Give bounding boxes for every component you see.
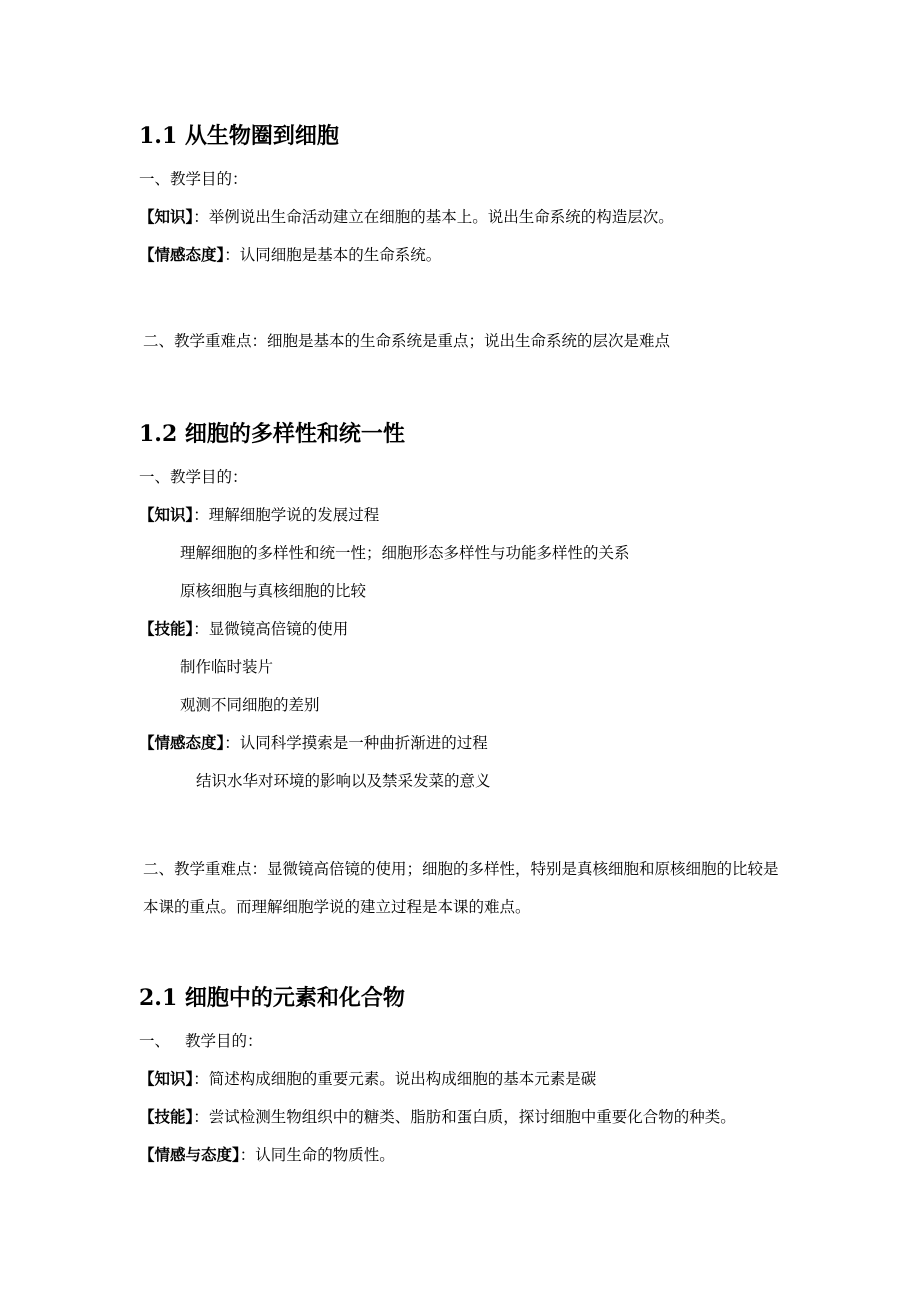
section-1-1-knowledge xyxy=(139,206,674,228)
goals-number: 一、 xyxy=(139,1032,171,1050)
skill-text: ：尝试检测生物组织中的糖类、脂肪和蛋白质，探讨细胞中重要化合物的种类。 xyxy=(193,1108,736,1126)
knowledge-tag: 【知识】 xyxy=(139,1069,194,1088)
section-1-2-skill xyxy=(139,618,348,640)
section-1-2-keypoints xyxy=(139,850,789,926)
section-1-2-skill-line3: 观测不同细胞的差别 xyxy=(180,696,320,714)
section-2-1-knowledge xyxy=(139,1068,596,1090)
knowledge-text: ：简述构成细胞的重要元素。说出构成细胞的基本元素是碳 xyxy=(193,1070,597,1088)
emotion-tag: 【情感与态度】 xyxy=(139,1145,240,1164)
knowledge-text: ：举例说出生命活动建立在细胞的基本上。说出生命系统的构造层次。 xyxy=(193,208,674,226)
skill-tag: 【技能】 xyxy=(139,619,194,638)
section-1-1-goals-title: 一、教学目的： xyxy=(139,170,248,188)
knowledge-text: ：理解细胞学说的发展过程 xyxy=(193,506,380,524)
skill-tag: 【技能】 xyxy=(139,1107,194,1126)
section-2-1-skill xyxy=(139,1106,736,1128)
section-1-2-knowledge-line3: 原核细胞与真核细胞的比较 xyxy=(180,582,367,600)
section-1-2-emotion xyxy=(139,732,488,754)
section-1-2-skill-line2: 制作临时装片 xyxy=(180,658,274,676)
skill-text: ：显微镜高倍镜的使用 xyxy=(193,620,349,638)
section-2-1-heading: 2.1 细胞中的元素和化合物 xyxy=(139,985,405,1011)
section-1-1-keypoints: 二、教学重难点：细胞是基本的生命系统是重点；说出生命系统的层次是难点 xyxy=(143,332,671,350)
section-1-1-emotion xyxy=(139,244,441,266)
section-1-2-emotion-line2: 结识水华对环境的影响以及禁采发菜的意义 xyxy=(196,772,491,790)
section-1-2-goals-title: 一、教学目的： xyxy=(139,468,248,486)
goals-label: 教学目的： xyxy=(185,1032,263,1050)
emotion-tag: 【情感态度】 xyxy=(139,733,225,752)
section-1-1-heading: 1.1 从生物圈到细胞 xyxy=(139,123,339,149)
section-2-1-emotion xyxy=(139,1144,395,1166)
knowledge-tag: 【知识】 xyxy=(139,505,194,524)
knowledge-tag: 【知识】 xyxy=(139,207,194,226)
section-2-1-goals-title xyxy=(139,1030,263,1052)
emotion-text: ：认同细胞是基本的生命系统。 xyxy=(224,246,442,264)
keypoints-text: 二、教学重难点：显微镜高倍镜的使用；细胞的多样性，特别是真核细胞和原核细胞的比较是本课的重点。而理解细胞学说的建立过程是本课的难点。 xyxy=(143,860,779,916)
section-1-2-heading: 1.2 细胞的多样性和统一性 xyxy=(139,421,405,447)
section-1-2-knowledge xyxy=(139,504,379,526)
emotion-text: ：认同科学摸索是一种曲折渐进的过程 xyxy=(224,734,488,752)
section-1-2-knowledge-line2: 理解细胞的多样性和统一性；细胞形态多样性与功能多样性的关系 xyxy=(180,544,630,562)
emotion-text: ：认同生命的物质性。 xyxy=(239,1146,395,1164)
emotion-tag: 【情感态度】 xyxy=(139,245,225,264)
